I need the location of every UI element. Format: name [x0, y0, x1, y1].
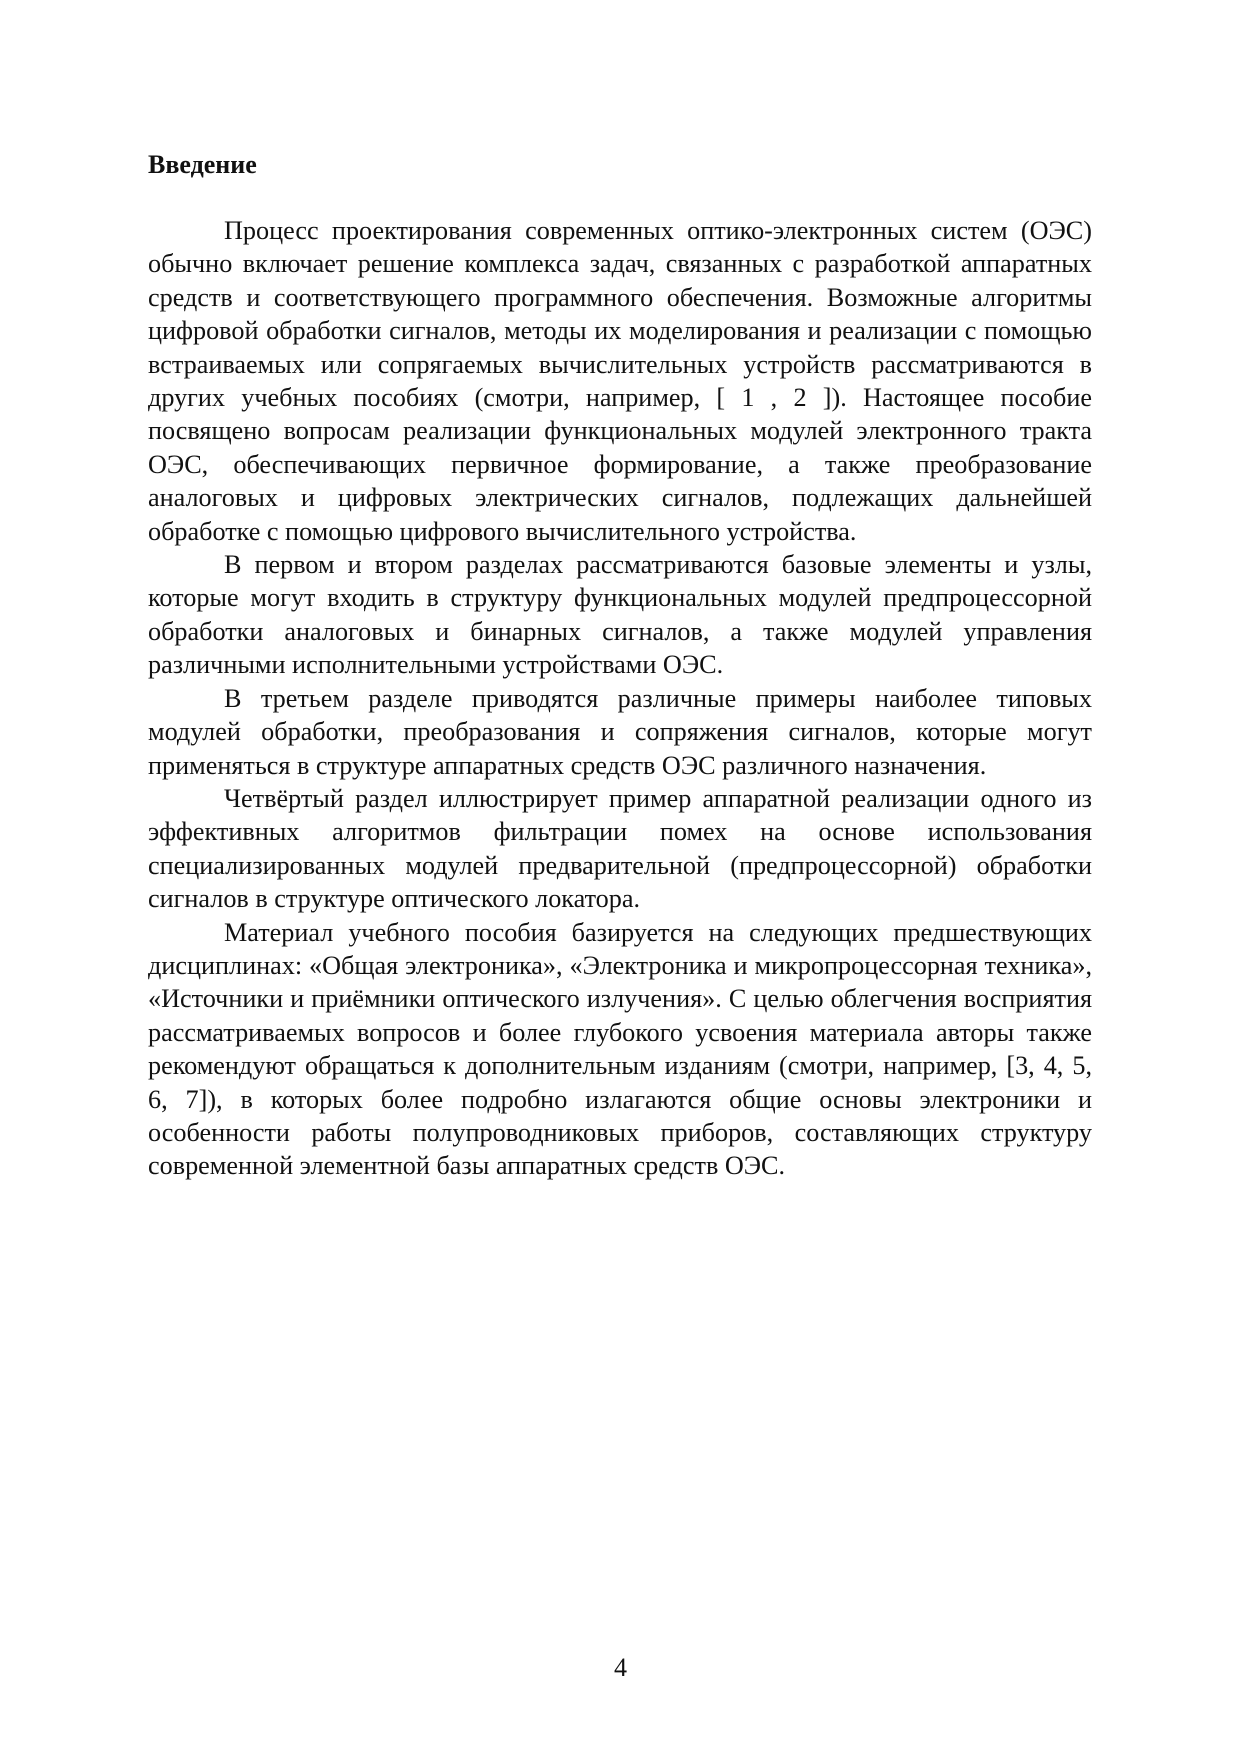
page-number: 4	[614, 1653, 627, 1682]
paragraph-section-3: В третьем разделе приводятся различные примеры наиболее типовых модулей обработки, преобразования и сопряжения сигналов, которые могут применяться в структуре аппаратных средств ОЭС различного назначения.	[148, 683, 1092, 780]
section-heading: Введение	[148, 150, 257, 179]
paragraph-sections-1-2: В первом и втором разделах рассматриваются базовые элементы и узлы, которые могут входить в структуру функциональных модулей предпроцессорной обработки аналоговых и бинарных сигналов, а также модулей управления различными исполнительными устройствами ОЭС.	[148, 550, 1092, 680]
paragraph-prerequisites: Материал учебного пособия базируется на следующих предшествующих дисциплинах: «Общая электроника», «Электроника и микропроцессорная техника», «Источники и приёмники оптического излучения». С целью облегчения восприятия рассматриваемых вопросов и более глубокого усвоения материала авторы также рекомендуют обращаться к дополнительным изданиям (смотри, например, [3, 4, 5, 6, 7]), в которых более подробно излагаются общие основы электроники и особенности работы полупроводниковых приборов, составляющих структуру современной элементной базы аппаратных средств ОЭС.	[148, 917, 1092, 1181]
paragraph-intro: Процесс проектирования современных оптико-электронных систем (ОЭС) обычно включает решение комплекса задач, связанных с разработкой аппаратных средств и соответствующего программного обеспечения. Возможные алгоритмы цифровой обработки сигналов, методы их моделирования и реализации с помощью встраиваемых или сопрягаемых вычислительных устройств рассматриваются в других учебных пособиях (смотри, например, [ 1 , 2 ]). Настоящее пособие посвящено вопросам реализации функциональных модулей электронного тракта ОЭС, обеспечивающих первичное формирование, а также преобразование аналоговых и цифровых электрических сигналов, подлежащих дальнейшей обработке с помощью цифрового вычислительного устройства.	[148, 216, 1092, 546]
paragraph-section-4: Четвёртый раздел иллюстрирует пример аппаратной реализации одного из эффективных алгоритмов фильтрации помех на основе использования специализированных модулей предварительной (предпроцессорной) обработки сигналов в структуре оптического локатора.	[148, 783, 1092, 914]
body-text	[148, 214, 1092, 1183]
